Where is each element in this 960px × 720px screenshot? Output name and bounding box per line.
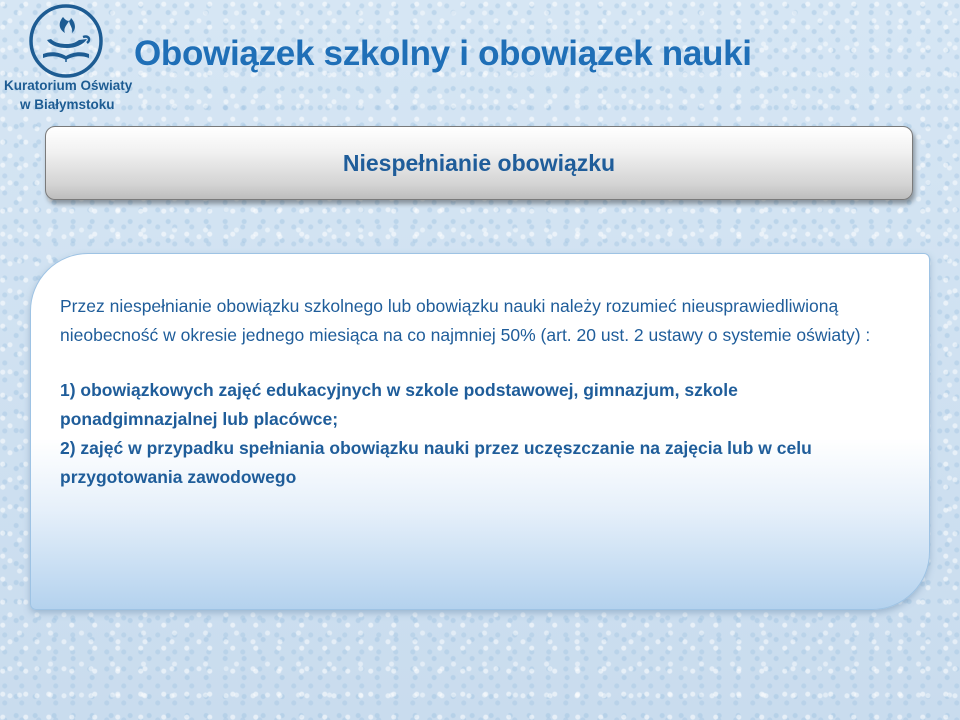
list-item-1: 1) obowiązkowych zajęć edukacyjnych w szkole podstawowej, gimnazjum, szkole ponadgimnazjalnej lub placówce;: [60, 380, 738, 429]
intro-paragraph: Przez niespełnianie obowiązku szkolnego lub obowiązku nauki należy rozumieć nieusprawiedliwioną nieobecność w okresie jednego miesiąca na co najmniej 50% (art. 20 ust. 2 ustawy o systemie oświaty) :: [60, 296, 871, 345]
logo-text-line2: w Białymstoku: [20, 97, 115, 112]
list-item-2: 2) zajęć w przypadku spełniania obowiązku nauki przez uczęszczanie na zajęcia lub w celu przygotowania zawodowego: [60, 438, 812, 487]
subtitle-banner: [45, 126, 913, 200]
content-card: [30, 253, 930, 610]
logo-text-line1: Kuratorium Oświaty: [4, 78, 133, 93]
paragraph-spacer: [60, 350, 899, 376]
lamp-of-knowledge-icon: [27, 2, 105, 80]
logo: [0, 0, 132, 122]
page-title: Obowiązek szkolny i obowiązek nauki: [134, 34, 752, 73]
subtitle-banner-text: Niespełnianie obowiązku: [342, 149, 616, 176]
